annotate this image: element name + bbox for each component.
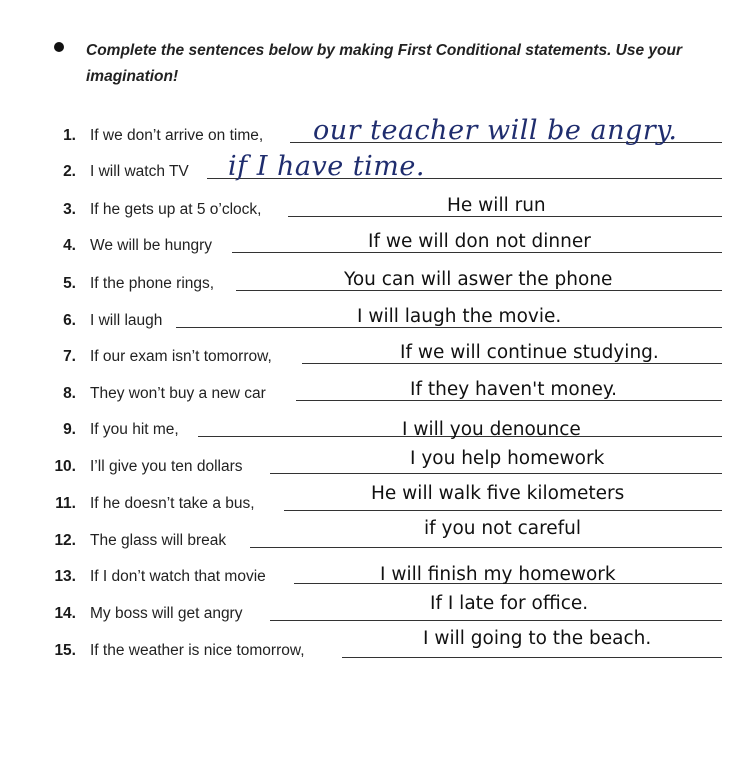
item-number: 5.	[63, 275, 76, 292]
exercise-row	[0, 627, 756, 663]
sentence-prompt: I’ll give you ten dollars	[90, 458, 243, 475]
typed-answer: If we will continue studying.	[400, 342, 659, 363]
sentence-prompt: If he doesn’t take a bus,	[90, 495, 255, 512]
item-number: 4.	[63, 237, 76, 254]
typed-answer: He will run	[447, 195, 546, 216]
sentence-prompt: I will watch TV	[90, 163, 189, 180]
sentence-prompt: We will be hungry	[90, 237, 213, 254]
sentence-prompt: The glass will break	[90, 532, 227, 549]
sentence-prompt: My boss will get angry	[90, 605, 243, 622]
answer-line	[270, 620, 722, 621]
sentence-prompt: If the phone rings,	[90, 275, 215, 292]
bullet-icon	[54, 42, 64, 52]
exercise-row	[0, 480, 756, 516]
exercise-row	[0, 590, 756, 626]
sentence-prompt: If we don’t arrive on time,	[90, 127, 264, 144]
typed-answer: if you not careful	[424, 518, 582, 539]
typed-answer: I will going to the beach.	[423, 628, 652, 649]
answer-line	[296, 400, 722, 401]
typed-answer: You can will aswer the phone	[344, 269, 613, 290]
answer-line	[232, 252, 722, 253]
exercise-row	[0, 517, 756, 553]
typed-answer: If they haven't money.	[410, 379, 618, 400]
sentence-prompt: If our exam isn’t tomorrow,	[90, 348, 272, 365]
answer-line	[236, 290, 722, 291]
exercise-row	[0, 222, 756, 258]
answer-line	[302, 363, 722, 364]
answer-line	[250, 547, 722, 548]
item-number: 10.	[54, 458, 76, 475]
exercise-row	[0, 553, 756, 589]
sentence-prompt: If I don’t watch that movie	[90, 568, 266, 585]
typed-answer: If we will don not dinner	[368, 231, 591, 252]
item-number: 1.	[63, 127, 76, 144]
sentence-prompt: If you hit me,	[90, 421, 179, 438]
exercise-row	[0, 370, 756, 406]
instructions-text: Complete the sentences below by making First Conditional statements. Use your imagination!	[86, 42, 683, 85]
typed-answer: I you help homework	[410, 448, 605, 469]
answer-line	[288, 216, 722, 217]
item-number: 3.	[63, 201, 76, 218]
item-number: 7.	[63, 348, 76, 365]
exercise-row	[0, 443, 756, 479]
typed-answer: If I late for office.	[430, 593, 589, 614]
exercise-row	[0, 333, 756, 369]
typed-answer: I will you denounce	[402, 419, 581, 440]
typed-answer: I will finish my homework	[380, 564, 616, 585]
exercise-row	[0, 260, 756, 296]
sentence-prompt: I will laugh	[90, 312, 163, 329]
sentence-prompt: They won’t buy a new car	[90, 385, 266, 402]
item-number: 2.	[63, 163, 76, 180]
exercise-row	[0, 297, 756, 333]
exercise-row	[0, 148, 756, 184]
typed-answer: He will walk five kilometers	[371, 483, 625, 504]
exercise-row	[0, 186, 756, 222]
sentence-prompt: If the weather is nice tomorrow,	[90, 642, 305, 659]
item-number: 11.	[55, 495, 76, 512]
typed-answer: I will laugh the movie.	[357, 306, 562, 327]
exercise-row	[0, 112, 756, 148]
answer-line	[342, 657, 722, 658]
item-number: 9.	[63, 421, 76, 438]
answer-line	[284, 510, 722, 511]
item-number: 12.	[54, 532, 76, 549]
handwritten-answer: our teacher will be angry.	[313, 115, 678, 146]
item-number: 14.	[54, 605, 76, 622]
handwritten-answer: if I have time.	[228, 151, 425, 182]
answer-line	[176, 327, 722, 328]
item-number: 6.	[63, 312, 76, 329]
item-number: 15.	[54, 642, 76, 659]
sentence-prompt: If he gets up at 5 o’clock,	[90, 201, 262, 218]
item-number: 8.	[63, 385, 76, 402]
exercise-row	[0, 406, 756, 442]
item-number: 13.	[54, 568, 76, 585]
answer-line	[270, 473, 722, 474]
